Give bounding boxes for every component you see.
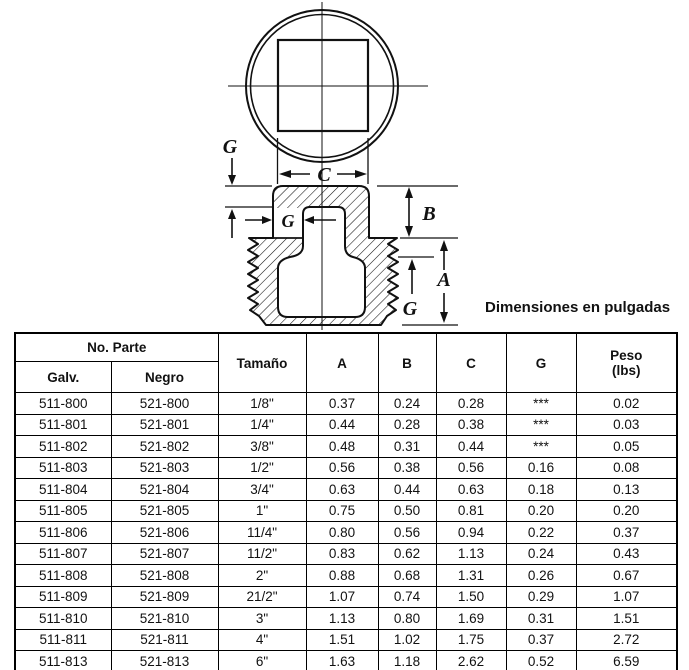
table-row	[15, 393, 677, 415]
table-cell: 0.63	[436, 479, 506, 501]
header-g: G	[506, 333, 576, 393]
table-body	[15, 393, 677, 670]
table-cell: 0.80	[378, 608, 436, 630]
header-galv: Galv.	[15, 362, 111, 393]
table-header	[15, 333, 677, 393]
table-cell: 11/2"	[218, 543, 306, 565]
table-cell: 4"	[218, 629, 306, 651]
table-cell: 521-807	[111, 543, 218, 565]
table-cell: 0.48	[306, 436, 378, 458]
table-cell: 1.31	[436, 565, 506, 587]
table-cell: 521-806	[111, 522, 218, 544]
table-cell: 1.07	[576, 586, 677, 608]
table-cell: 2.72	[576, 629, 677, 651]
table-cell: 511-809	[15, 586, 111, 608]
table-cell: 521-802	[111, 436, 218, 458]
c-arrow-right	[355, 170, 367, 178]
table-cell: 3"	[218, 608, 306, 630]
table-cell: 0.74	[378, 586, 436, 608]
dimension-label-a: A	[437, 269, 451, 291]
table-cell: 521-808	[111, 565, 218, 587]
table-cell: 511-807	[15, 543, 111, 565]
table-cell: ***	[506, 393, 576, 415]
table-cell: 0.67	[576, 565, 677, 587]
header-negro: Negro	[111, 362, 218, 393]
table-cell: 1/4"	[218, 414, 306, 436]
c-arrow-left	[279, 170, 291, 178]
table-cell: 0.94	[436, 522, 506, 544]
table-cell: 521-805	[111, 500, 218, 522]
table-cell: 0.44	[306, 414, 378, 436]
table-cell: 0.24	[378, 393, 436, 415]
table-cell: 511-813	[15, 651, 111, 670]
table-cell: 2"	[218, 565, 306, 587]
table-cell: 0.16	[506, 457, 576, 479]
table-cell: 0.38	[378, 457, 436, 479]
header-peso-line2: (lbs)	[612, 363, 641, 378]
table-cell: 1.63	[306, 651, 378, 670]
table-cell: 0.50	[378, 500, 436, 522]
table-cell: 521-809	[111, 586, 218, 608]
dimension-label-g-bottom: G	[402, 298, 418, 320]
table-cell: 0.80	[306, 522, 378, 544]
table-cell: 1/8"	[218, 393, 306, 415]
table-cell: 0.56	[378, 522, 436, 544]
table-cell: 0.62	[378, 543, 436, 565]
table-cell: 0.31	[378, 436, 436, 458]
table-cell: 6.59	[576, 651, 677, 670]
table-cell: 0.56	[306, 457, 378, 479]
header-a: A	[306, 333, 378, 393]
table-cell: 0.28	[436, 393, 506, 415]
table-cell: 2.62	[436, 651, 506, 670]
table-cell: 1.02	[378, 629, 436, 651]
table-row	[15, 629, 677, 651]
table-cell: 521-811	[111, 629, 218, 651]
table-cell: 0.83	[306, 543, 378, 565]
header-b: B	[378, 333, 436, 393]
table-cell: 0.20	[576, 500, 677, 522]
table-row	[15, 651, 677, 670]
table-cell: 521-813	[111, 651, 218, 670]
table-cell: 0.37	[506, 629, 576, 651]
dimensions-table-container	[14, 332, 676, 670]
table-cell: 11/4"	[218, 522, 306, 544]
table-cell: 0.18	[506, 479, 576, 501]
table-row	[15, 436, 677, 458]
table-row	[15, 414, 677, 436]
table-cell: 6"	[218, 651, 306, 670]
table-cell: 1.13	[436, 543, 506, 565]
dimension-label-g-socket: G	[281, 211, 295, 231]
table-cell: 511-806	[15, 522, 111, 544]
table-cell: 0.31	[506, 608, 576, 630]
table-row	[15, 608, 677, 630]
table-cell: 0.63	[306, 479, 378, 501]
table-cell: 0.37	[576, 522, 677, 544]
table-row	[15, 500, 677, 522]
table-cell: 1.13	[306, 608, 378, 630]
table-cell: 0.38	[436, 414, 506, 436]
table-cell: 21/2"	[218, 586, 306, 608]
table-cell: 1/2"	[218, 457, 306, 479]
table-cell: 511-808	[15, 565, 111, 587]
table-cell: 0.03	[576, 414, 677, 436]
table-cell: 521-803	[111, 457, 218, 479]
table-row	[15, 543, 677, 565]
table-cell: 3/8"	[218, 436, 306, 458]
table-cell: 511-801	[15, 414, 111, 436]
g-socket-arrow-right	[262, 216, 272, 224]
header-tamano: Tamaño	[218, 333, 306, 393]
table-cell: 0.81	[436, 500, 506, 522]
table-row	[15, 522, 677, 544]
table-cell: 0.88	[306, 565, 378, 587]
table-cell: 0.22	[506, 522, 576, 544]
table-cell: 511-803	[15, 457, 111, 479]
table-cell: 1.75	[436, 629, 506, 651]
table-cell: 0.28	[378, 414, 436, 436]
table-row	[15, 457, 677, 479]
table-cell: 1.50	[436, 586, 506, 608]
units-caption: Dimensiones en pulgadas	[485, 299, 671, 316]
table-cell: 0.43	[576, 543, 677, 565]
table-cell: 1.51	[576, 608, 677, 630]
table-cell: 0.20	[506, 500, 576, 522]
table-cell: 521-810	[111, 608, 218, 630]
plug-technical-drawing	[0, 0, 689, 332]
table-cell: 0.68	[378, 565, 436, 587]
table-cell: 511-810	[15, 608, 111, 630]
dimension-label-b: B	[422, 203, 436, 225]
table-cell: ***	[506, 436, 576, 458]
table-cell: 1.18	[378, 651, 436, 670]
table-cell: 0.52	[506, 651, 576, 670]
dimension-label-c: C	[317, 164, 331, 186]
table-cell: 511-805	[15, 500, 111, 522]
table-cell: 511-811	[15, 629, 111, 651]
table-cell: 0.13	[576, 479, 677, 501]
table-cell: 1"	[218, 500, 306, 522]
header-peso	[576, 333, 677, 393]
table-cell: 0.24	[506, 543, 576, 565]
table-cell: 1.51	[306, 629, 378, 651]
table-cell: 511-802	[15, 436, 111, 458]
table-cell: 0.44	[378, 479, 436, 501]
table-cell: 1.69	[436, 608, 506, 630]
table-cell: 0.44	[436, 436, 506, 458]
table-cell: 0.08	[576, 457, 677, 479]
header-peso-line1: Peso	[610, 348, 643, 363]
table-cell: 0.37	[306, 393, 378, 415]
header-c: C	[436, 333, 506, 393]
dimension-label-g-top: G	[222, 136, 238, 158]
table-cell: 521-804	[111, 479, 218, 501]
table-cell: 3/4"	[218, 479, 306, 501]
g-top-arrow-down	[228, 175, 236, 185]
table-cell: 0.05	[576, 436, 677, 458]
dimensions-table	[14, 332, 678, 670]
table-cell: 0.75	[306, 500, 378, 522]
b-arrow-down	[405, 226, 413, 237]
header-no-parte: No. Parte	[15, 333, 218, 362]
table-cell: 0.56	[436, 457, 506, 479]
table-cell: 1.07	[306, 586, 378, 608]
table-cell: 0.29	[506, 586, 576, 608]
table-cell: 511-800	[15, 393, 111, 415]
table-row	[15, 565, 677, 587]
table-row	[15, 479, 677, 501]
a-arrow-down	[440, 312, 448, 323]
table-cell: 0.02	[576, 393, 677, 415]
table-row	[15, 586, 677, 608]
table-cell: 511-804	[15, 479, 111, 501]
table-cell: 0.26	[506, 565, 576, 587]
table-cell: 521-801	[111, 414, 218, 436]
table-cell: ***	[506, 414, 576, 436]
table-cell: 521-800	[111, 393, 218, 415]
